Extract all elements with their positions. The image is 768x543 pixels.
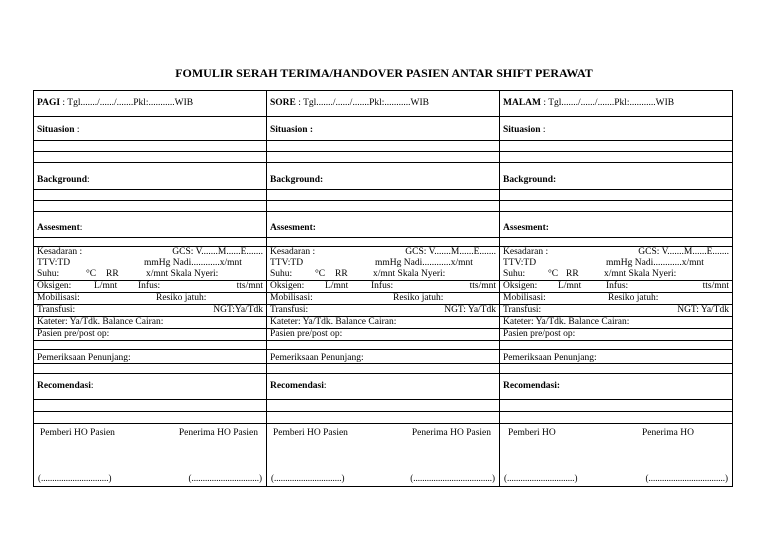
assessment-row[interactable] <box>500 212 732 238</box>
giver-label: Pemberi HO Pasien <box>273 428 348 438</box>
signature-labels <box>34 428 266 438</box>
ttv-row[interactable]: TTV:TD mmHg Nadi............x/mnt <box>503 258 704 268</box>
blank-line[interactable] <box>500 400 732 412</box>
pemeriksaan-row[interactable]: Pemeriksaan Penunjang: <box>500 350 732 364</box>
blank-line[interactable] <box>267 238 499 247</box>
background-label: Background <box>37 175 87 185</box>
assessment-row[interactable]: Assesment: <box>34 212 266 238</box>
shift-header <box>267 91 499 117</box>
blank-line[interactable] <box>500 412 732 424</box>
blank-line[interactable] <box>267 412 499 424</box>
receiver-signature-field[interactable]: (..................................) <box>645 473 728 483</box>
blank-line[interactable] <box>34 412 266 424</box>
background-row[interactable] <box>267 163 499 190</box>
kesadaran-row[interactable]: Kesadaran : GCS: V.......M......E....... <box>503 247 729 257</box>
giver-label: Pemberi HO Pasien <box>40 428 115 438</box>
transfusi-row[interactable]: Transfusi: NGT: Ya/Tdk <box>267 305 499 317</box>
kesadaran-row[interactable]: Kesadaran : GCS: V.......M......E....... <box>270 247 496 257</box>
blank-line[interactable] <box>34 400 266 412</box>
suhu-row[interactable]: Suhu: °C RR x/mnt Skala Nyeri: <box>500 269 732 281</box>
giver-label: Pemberi HO <box>508 428 556 438</box>
blank-line[interactable] <box>500 341 732 350</box>
background-label: Background: <box>503 175 557 185</box>
blank-line[interactable] <box>500 152 732 163</box>
transfusi-row[interactable]: Transfusi: NGT: Ya/Tdk <box>500 305 732 317</box>
suhu-row[interactable]: Suhu: °C RR x/mnt Skala Nyeri: <box>34 269 266 281</box>
blank-line[interactable] <box>34 201 266 212</box>
situation-row[interactable] <box>267 117 499 141</box>
signature-lines <box>34 473 266 483</box>
blank-line[interactable] <box>267 201 499 212</box>
mobilisasi-row[interactable]: Mobilisasi: Resiko jatuh: <box>34 293 266 305</box>
assessment-label: Assesment <box>37 223 80 233</box>
suhu-row[interactable]: Suhu: °C RR x/mnt Skala Nyeri: <box>267 269 499 281</box>
signature-labels <box>267 428 499 438</box>
pasien-op-row[interactable]: Pasien pre/post op: <box>34 329 266 341</box>
blank-line[interactable] <box>267 364 499 374</box>
blank-line[interactable] <box>500 141 732 152</box>
situation-label: Situasion <box>37 125 75 135</box>
receiver-label: Penerima HO Pasien <box>411 428 491 438</box>
shift-label: SORE <box>270 98 296 108</box>
blank-line[interactable] <box>267 400 499 412</box>
blank-line[interactable] <box>34 141 266 152</box>
receiver-signature-field[interactable]: (..............................) <box>188 473 262 483</box>
signature-lines <box>267 473 499 483</box>
form-title: FOMULIR SERAH TERIMA/HANDOVER PASIEN ANTAR SHIFT PERAWAT <box>175 66 593 80</box>
blank-line[interactable] <box>267 152 499 163</box>
shift-date-time: : Tgl......./....../.......Pkl:...........WIB <box>295 98 429 108</box>
recomendasi-row[interactable]: Recomendasi: <box>34 374 266 400</box>
signature-lines <box>500 473 732 483</box>
giver-signature-field[interactable]: (..............................) <box>38 473 112 483</box>
kateter-row[interactable]: Kateter: Ya/Tdk. Balance Cairan: <box>34 317 266 329</box>
shift-label: PAGI <box>37 98 61 108</box>
signature-labels <box>500 428 732 438</box>
mobilisasi-row[interactable]: Mobilisasi: Resiko jatuh: <box>267 293 499 305</box>
background-label: Background: <box>270 175 324 185</box>
shift-column-pagi <box>34 91 267 486</box>
blank-line[interactable] <box>500 364 732 374</box>
background-row[interactable] <box>500 163 732 190</box>
receiver-signature-field[interactable]: (...................................) <box>410 473 495 483</box>
blank-line[interactable] <box>34 238 266 247</box>
blank-line[interactable] <box>500 201 732 212</box>
ttv-row[interactable]: TTV:TD mmHg Nadi............x/mnt <box>270 258 473 268</box>
receiver-label: Penerima HO Pasien <box>178 428 258 438</box>
handover-table <box>33 90 733 487</box>
recomendasi-label: Recomendasi: <box>503 381 560 391</box>
kateter-row[interactable]: Kateter: Ya/Tdk. Balance Cairan: <box>267 317 499 329</box>
assessment-label: Assesment: <box>503 223 549 233</box>
oksigen-row[interactable]: Oksigen: L/mnt Infus: tts/mnt <box>500 281 732 293</box>
kesadaran-row[interactable]: Kesadaran : GCS: V.......M......E....... <box>37 247 263 257</box>
shift-date-time: : Tgl......./....../.......Pkl:...........WIB <box>541 98 675 108</box>
assessment-row[interactable] <box>267 212 499 238</box>
shift-label: MALAM <box>503 98 541 108</box>
recomendasi-label: Recomendasi <box>270 381 324 391</box>
recomendasi-row[interactable]: Recomendasi: <box>267 374 499 400</box>
situation-label: Situasion <box>503 125 541 135</box>
shift-header <box>34 91 266 117</box>
giver-signature-field[interactable]: (..............................) <box>271 473 345 483</box>
situation-label: Situasion : <box>270 125 314 135</box>
assessment-label: Assesment: <box>270 223 316 233</box>
pasien-op-row[interactable]: Pasien pre/post op: <box>500 329 732 341</box>
pasien-op-row[interactable]: Pasien pre/post op: <box>267 329 499 341</box>
recomendasi-row[interactable] <box>500 374 732 400</box>
pemeriksaan-row[interactable]: Pemeriksaan Penunjang: <box>267 350 499 364</box>
blank-line[interactable] <box>34 364 266 374</box>
oksigen-row[interactable]: Oksigen: L/mnt Infus: tts/mnt <box>34 281 266 293</box>
giver-signature-field[interactable]: (..............................) <box>504 473 578 483</box>
recomendasi-label: Recomendasi <box>37 381 91 391</box>
kateter-row[interactable]: Kateter: Ya/Tdk. Balance Cairan: <box>500 317 732 329</box>
ttv-row[interactable]: TTV:TD mmHg Nadi............x/mnt <box>37 258 242 268</box>
mobilisasi-row[interactable]: Mobilisasi: Resiko jatuh: <box>500 293 732 305</box>
oksigen-row[interactable]: Oksigen: L/mnt Infus: tts/mnt <box>267 281 499 293</box>
blank-line[interactable] <box>500 190 732 201</box>
blank-line[interactable] <box>34 152 266 163</box>
shift-date-time: : Tgl......./....../.......Pkl:...........WIB <box>60 98 194 108</box>
situation-row[interactable]: Situasion : <box>500 117 732 141</box>
situation-row[interactable]: Situasion : <box>34 117 266 141</box>
pemeriksaan-row[interactable]: Pemeriksaan Penunjang: <box>34 350 266 364</box>
shift-header <box>500 91 732 117</box>
blank-line[interactable] <box>500 238 732 247</box>
blank-line[interactable] <box>267 190 499 201</box>
background-row[interactable]: Background: <box>34 163 266 190</box>
shift-column-sore <box>267 91 500 486</box>
receiver-label: Penerima HO <box>642 428 694 438</box>
blank-line[interactable] <box>34 341 266 350</box>
transfusi-row[interactable]: Transfusi: NGT:Ya/Tdk <box>34 305 266 317</box>
blank-line[interactable] <box>267 341 499 350</box>
blank-line[interactable] <box>34 190 266 201</box>
shift-column-malam <box>500 91 732 486</box>
blank-line[interactable] <box>267 141 499 152</box>
